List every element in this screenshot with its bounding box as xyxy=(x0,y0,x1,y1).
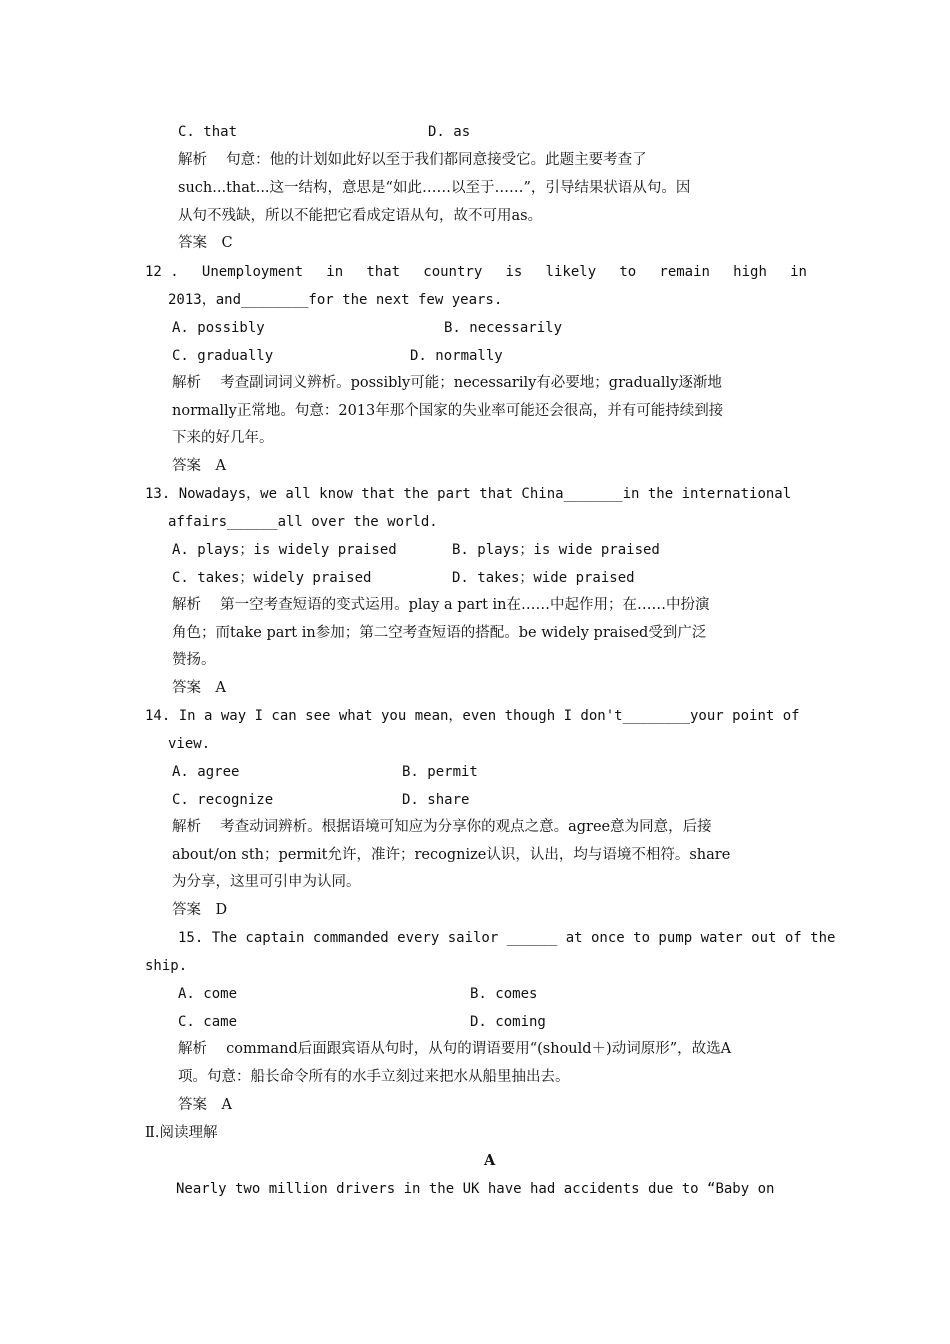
q12-explanation-line3: 下来的好几年。 xyxy=(172,430,274,446)
passage-label: A xyxy=(484,1152,496,1169)
q13-explanation-line3: 赞扬。 xyxy=(172,652,216,668)
q13-explanation-line1: 解析 第一空考查短语的变式运用。play a part in在……中起作用；在……中扮演 xyxy=(172,597,710,613)
q15-stem-line2: ship. xyxy=(145,958,188,974)
q13-option-a: A. plays；is widely praised xyxy=(172,542,397,558)
q15-answer: 答案 A xyxy=(178,1097,232,1113)
q12-word: likely xyxy=(545,264,597,280)
q14-explanation-line1: 解析 考查动词辨析。根据语境可知应为分享你的观点之意。agree意为同意，后接 xyxy=(172,819,712,835)
q12-word: is xyxy=(505,264,523,280)
q12-explanation-line1: 解析 考查副词词义辨析。possibly可能；necessarily有必要地；gradually逐渐地 xyxy=(172,375,722,391)
q12-word: that xyxy=(366,264,401,280)
q14-option-a: A. agree xyxy=(172,764,240,780)
section-title: Ⅱ.阅读理解 xyxy=(145,1125,218,1141)
q15-explanation-line2: 项。句意：船长命令所有的水手立刻过来把水从船里抽出去。 xyxy=(178,1069,570,1085)
q13-explanation-line2: 角色；而take part in参加；第二空考查短语的搭配。be widely praised受到广泛 xyxy=(172,625,707,641)
q15-option-b: B. comes xyxy=(470,986,538,1002)
q11-explanation-line2: such...that...这一结构，意思是“如此……以至于……”，引导结果状语从句。因 xyxy=(178,180,691,196)
q14-explanation-line2: about/on sth；permit允许，准许；recognize认识，认出，均与语境不相符。share xyxy=(172,847,731,863)
q12-option-d: D. normally xyxy=(410,348,503,364)
q11-explanation-line1: 解析 句意：他的计划如此好以至于我们都同意接受它。此题主要考查了 xyxy=(178,152,647,168)
q13-stem-line1: 13. Nowadays，we all know that the part that China_______in the international xyxy=(145,486,792,502)
q14-stem-line2: view. xyxy=(168,736,211,752)
q15-explanation-line1: 解析 command后面跟宾语从句时，从句的谓语要用“(should＋)动词原形”，故选A xyxy=(178,1041,732,1057)
q14-option-c: C. recognize xyxy=(172,792,274,808)
q12-number: 12 . xyxy=(145,264,179,280)
q15-option-d: D. coming xyxy=(470,1014,546,1030)
q12-option-a: A. possibly xyxy=(172,320,265,336)
q15-option-c: C. came xyxy=(178,1014,238,1030)
q14-answer: 答案 D xyxy=(172,902,228,918)
q14-option-d: D. share xyxy=(402,792,470,808)
q12-word: to xyxy=(619,264,637,280)
q12-explanation-line2: normally正常地。句意：2013年那个国家的失业率可能还会很高，并有可能持续到接 xyxy=(172,403,724,419)
q11-answer: 答案 C xyxy=(178,235,233,251)
passage-first-line: Nearly two million drivers in the UK have had accidents due to “Baby on xyxy=(176,1181,775,1197)
q13-option-c: C. takes；widely praised xyxy=(172,570,372,586)
q12-word: remain xyxy=(659,264,710,280)
q13-answer: 答案 A xyxy=(172,680,226,696)
q11-option-c: C. that xyxy=(178,124,238,140)
q11-option-d: D. as xyxy=(428,124,471,140)
q11-explanation-line3: 从句不残缺，所以不能把它看成定语从句，故不可用as。 xyxy=(178,208,543,224)
q12-stem-line1 xyxy=(145,262,807,282)
q13-option-d: D. takes；wide praised xyxy=(452,570,635,586)
q12-word: in xyxy=(326,264,344,280)
q12-word: Unemployment xyxy=(201,264,304,280)
q12-word: in xyxy=(790,264,807,280)
q14-explanation-line3: 为分享，这里可引申为认同。 xyxy=(172,874,361,890)
q14-stem-line1: 14. In a way I can see what you mean，even though I don't________your point of xyxy=(145,708,800,724)
q13-option-b: B. plays；is wide praised xyxy=(452,542,660,558)
q12-stem-line2: 2013，and________for the next few years. xyxy=(168,292,503,308)
q14-option-b: B. permit xyxy=(402,764,478,780)
q15-option-a: A. come xyxy=(178,986,238,1002)
q12-option-c: C. gradually xyxy=(172,348,274,364)
q15-stem-line1: 15. The captain commanded every sailor ______ at once to pump water out of the xyxy=(178,930,836,946)
q12-word: country xyxy=(423,264,483,280)
q12-answer: 答案 A xyxy=(172,458,226,474)
q12-word: high xyxy=(733,264,767,280)
q13-stem-line2: affairs______all over the world. xyxy=(168,514,438,530)
q12-option-b: B. necessarily xyxy=(444,320,563,336)
